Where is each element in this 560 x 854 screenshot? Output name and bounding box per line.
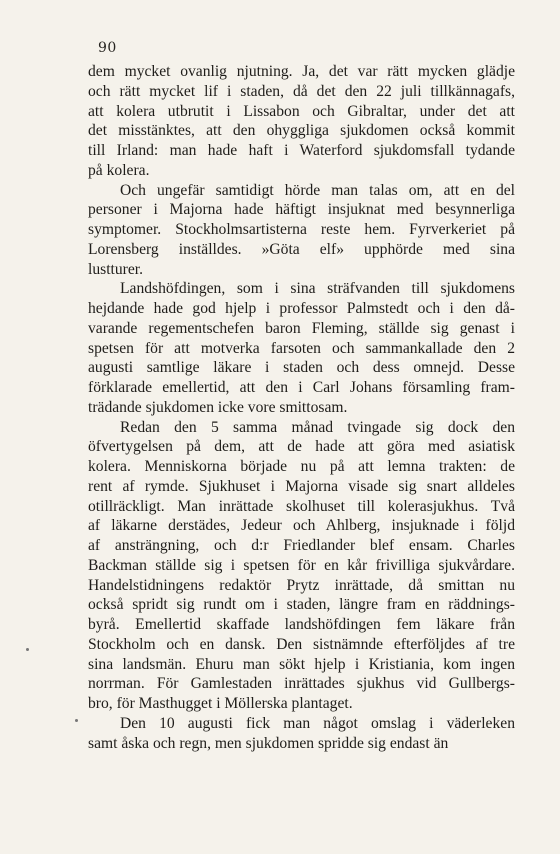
text-line: Handelstidningens redaktör Prytz inrättade, då smittan nu: [88, 576, 515, 594]
margin-speck: [75, 719, 78, 722]
text-line: byrå. Emellertid skaffade landshöfdingen fem läkare från: [88, 616, 515, 633]
text-line: Stockholm och en dansk. Den sistnämnde efterföljdes af tre: [88, 635, 515, 653]
text-line: symptomer. Stockholmsartisterna reste hem. Fyrverkeriet på: [88, 221, 515, 238]
text-line: och rätt mycket lif i staden, då det den 22 juli tillkännagafs,: [88, 82, 515, 100]
text-line: personer i Majorna hade häftigt insjuknat med besynnerliga: [88, 201, 515, 219]
text-line: kolera. Menniskorna började nu på att lemna trakten: de: [88, 458, 515, 475]
text-line: Redan den 5 samma månad tvingade sig dock den: [120, 418, 515, 436]
text-line: Backman ställde sig i spetsen för en kår frivilliga sjukvårdare.: [88, 556, 515, 574]
text-line: det misstänktes, att den ohyggliga sjukdomen också kommit: [88, 122, 515, 140]
text-line: rent af rymde. Sjukhuset i Majorna visade sig snart alldeles: [88, 477, 515, 495]
text-line: augusti samtlige läkare i staden och dess omnejd. Desse: [88, 359, 515, 377]
text-line: norrman. För Gamlestaden inrättades sjukhus vid Gullbergs-: [88, 675, 515, 693]
margin-speck: [26, 648, 29, 651]
text-line: Och ungefär samtidigt hörde man talas om, att en del: [120, 181, 515, 199]
text-line: öfvertygelsen på dem, att de hade att göra med asiatisk: [88, 438, 515, 456]
text-line: bro, för Masthugget i Möllerska plantaget.: [88, 695, 353, 712]
text-line: Den 10 augusti fick man något omslag i väderleken: [120, 714, 515, 732]
page-number: 90: [98, 40, 117, 56]
text-line: Lorensberg inställdes. »Göta elf» upphörde med sina: [88, 240, 515, 258]
text-line: hejdande hade god hjelp i professor Palmstedt och i den då-: [88, 300, 515, 317]
text-line: af läkarne derstädes, Jedeur och Ahlberg, insjuknade i följd: [88, 517, 515, 535]
text-line: varande regementschefen baron Fleming, ställde sig genast i: [88, 319, 515, 337]
text-line: otillräckligt. Man inrättade skolhuset till kolerasjukhus. Två: [88, 497, 515, 515]
text-line: att kolera utbrutit i Lissabon och Gibraltar, under det att: [88, 102, 515, 120]
text-line: dem mycket ovanlig njutning. Ja, det var rätt mycken glädje: [88, 63, 515, 80]
body-text: [88, 62, 515, 753]
text-line: på kolera.: [88, 161, 150, 179]
text-line: sina landsmän. Ehuru man sökt hjelp i Kristiania, kom ingen: [88, 655, 515, 673]
text-line: lustturer.: [88, 260, 144, 278]
text-line: till Irland: man hade haft i Waterford sjukdomsfall tydande: [88, 142, 515, 159]
text-line: trädande sjukdomen icke vore smittosam.: [88, 398, 348, 416]
text-line: spetsen för att motverka farsoten och sammankallade den 2: [88, 339, 515, 357]
text-line: förklarade emellertid, att den i Carl Johans församling fram-: [88, 379, 515, 396]
text-line: också spridt sig rundt om i staden, längre fram en räddnings-: [88, 596, 515, 614]
text-line: af ansträngning, och d:r Friedlander blef ensam. Charles: [88, 537, 515, 554]
text-line: Landshöfdingen, som i sina sträfvanden till sjukdomens: [120, 280, 515, 298]
text-line: samt åska och regn, men sjukdomen spridde sig endast än: [88, 734, 449, 752]
